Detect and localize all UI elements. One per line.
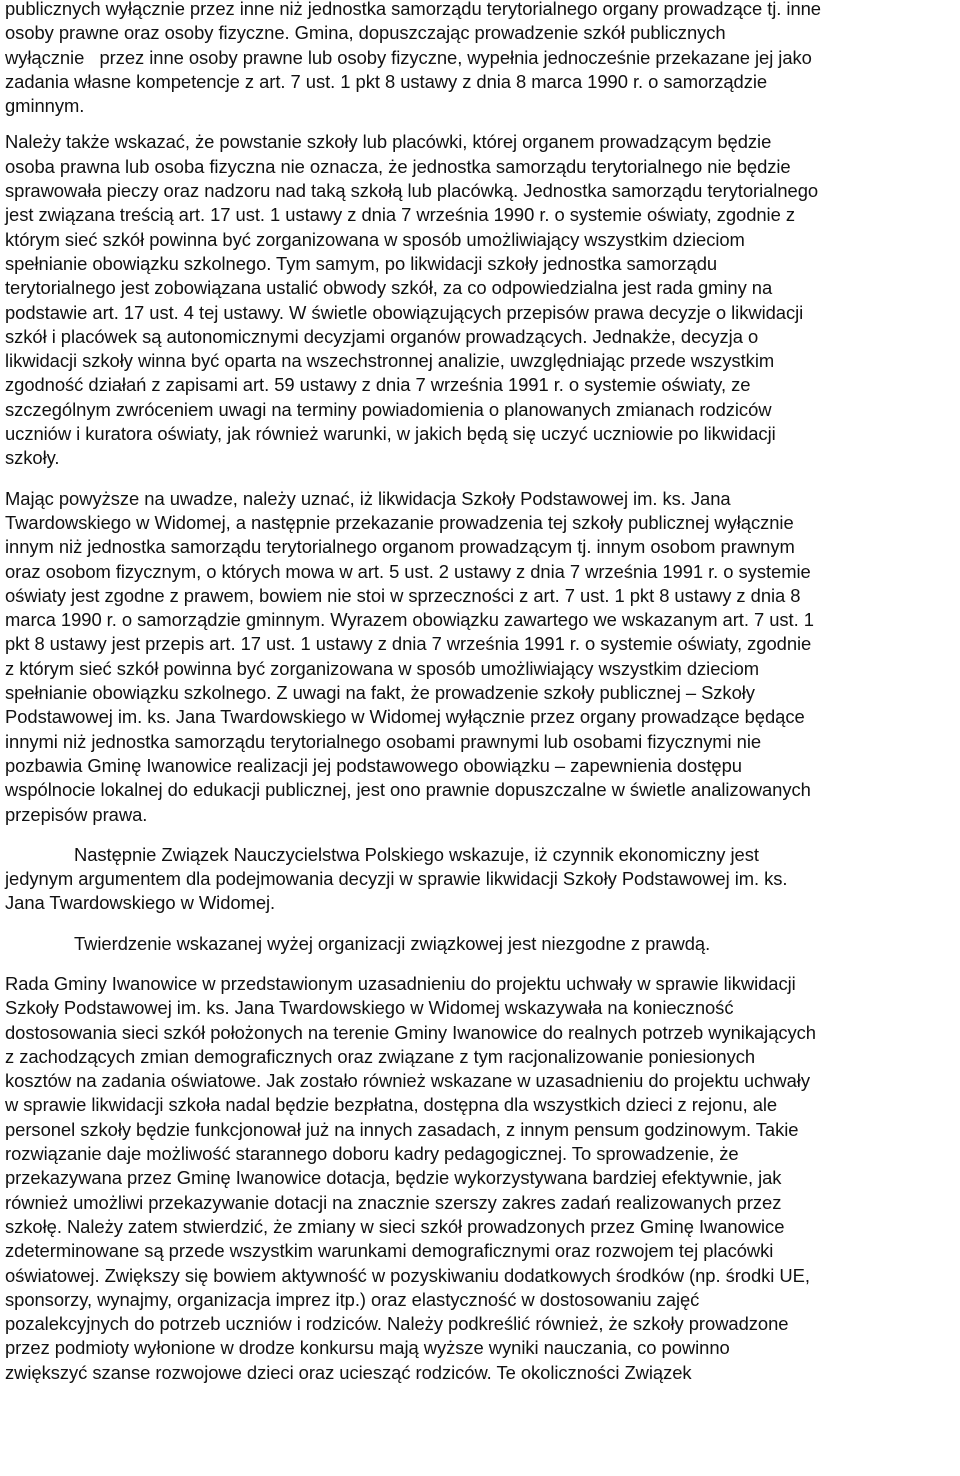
paragraph-1 bbox=[5, 0, 957, 118]
text-line: przepisów prawa. bbox=[5, 803, 148, 825]
text-line: pozalekcyjnych do potrzeb uczniów i rodziców. Należy podkreślić również, że szkoły prowadzone bbox=[5, 1313, 789, 1335]
text-line: Twierdzenie wskazanej wyżej organizacji związkowej jest niezgodne z prawdą. bbox=[74, 932, 711, 954]
text-line: zdeterminowane są przede wszystkim warunkami demograficznymi oraz rozwojem tej placówki bbox=[5, 1240, 774, 1262]
text-line: szkół i placówek są autonomicznymi decyzjami organów prowadzących. Jednakże, decyzja o bbox=[5, 325, 759, 347]
text-line: innym niż jednostka samorządu terytorialnego organom prowadzącym tj. innym osobom prawnym bbox=[5, 536, 795, 558]
paragraph-2 bbox=[5, 130, 957, 470]
text-line: przekazywana przez Gminę Iwanowice dotacja, będzie wykorzystywana bardziej efektywnie, jak bbox=[5, 1167, 782, 1189]
text-line: marca 1990 r. o samorządzie gminnym. Wyrazem obowiązku zawartego we wskazanym art. 7 ust. 1 bbox=[5, 609, 814, 631]
text-line: zwiększyć szanse rozwojowe dzieci oraz uciesząć rodziców. Te okoliczności Związek bbox=[5, 1361, 692, 1383]
text-line: personel szkoły będzie funkcjonował już na innych zasadach, z innym pensum godzinowym. Takie bbox=[5, 1118, 799, 1140]
text-line: Rada Gminy Iwanowice w przedstawionym uzasadnieniu do projektu uchwały w sprawie likwidacji bbox=[5, 972, 796, 994]
text-line: kosztów na zadania oświatowe. Jak zostało również wskazane w uzasadnieniu do projektu uchwały bbox=[5, 1070, 810, 1092]
text-line: którym sieć szkół powinna być zorganizowana w sposób umożliwiający wszystkim dzieciom bbox=[5, 228, 745, 250]
text-line: terytorialnego jest zobowiązana ustalić obwody szkół, za co odpowiedzialna jest rada gminy na bbox=[5, 277, 773, 299]
text-line: zadania własne kompetencje z art. 7 ust. 1 pkt 8 ustawy z dnia 8 marca 1990 r. o samorządzie bbox=[5, 70, 768, 92]
text-line: szkołę. Należy zatem stwierdzić, że zmiany w sieci szkół prowadzonych przez Gminę Iwanowice bbox=[5, 1215, 785, 1237]
text-line: publicznych wyłącznie przez inne niż jednostka samorządu terytorialnego organy prowadzące tj. inne bbox=[5, 0, 821, 19]
text-line: podstawie art. 17 ust. 4 tej ustawy. W świetle obowiązujących przepisów prawa decyzje o likwidacji bbox=[5, 301, 804, 323]
text-line: przez podmioty wyłonione w drodze konkursu mają wyższe wyniki nauczania, co powinno bbox=[5, 1337, 730, 1359]
text-line: rozwiązanie daje możliwość starannego doboru kadry pedagogicznej. To sprowadzenie, że bbox=[5, 1143, 739, 1165]
text-line: sprawowała pieczy oraz nadzoru nad taką szkołą lub placówką. Jednostka samorządu terytorialnego bbox=[5, 180, 819, 202]
text-line: dostosowania sieci szkół położonych na terenie Gminy Iwanowice do realnych potrzeb wynikających bbox=[5, 1021, 816, 1043]
text-line: oświaty jest zgodne z prawem, bowiem nie stoi w sprzeczności z art. 7 ust. 1 pkt 8 ustawy z dnia 8 bbox=[5, 584, 801, 606]
text-line: z którym sieć szkół powinna być zorganizowana w sposób umożliwiający wszystkim dzieciom bbox=[5, 657, 760, 679]
text-line: spełnianie obowiązku szkolnego. Tym samym, po likwidacji szkoły jednostka samorządu bbox=[5, 252, 718, 274]
text-line: również umożliwi przekazywanie dotacji na znacznie szerszy zakres zadań realizowanych przez bbox=[5, 1191, 782, 1213]
text-line: pkt 8 ustawy jest przepis art. 17 ust. 1 ustawy z dnia 7 września 1991 r. o systemie oświaty, zgodnie bbox=[5, 633, 812, 655]
text-line: Mając powyższe na uwadze, należy uznać, iż likwidacja Szkoły Podstawowej im. ks. Jana bbox=[5, 487, 731, 509]
paragraph-5 bbox=[5, 932, 957, 956]
text-line: sponsorzy, wynajmy, organizacja imprez itp.) oraz elastyczność w dostosowaniu zajęć bbox=[5, 1288, 700, 1310]
text-line: wspólnocie lokalnej do edukacji publicznej, jest ono prawnie dopuszczalne w świetle analizowanych bbox=[5, 779, 811, 801]
text-line: osoba prawna lub osoba fizyczna nie oznacza, że jednostka samorządu terytorialnego nie będzie bbox=[5, 155, 791, 177]
text-line: gminnym. bbox=[5, 95, 85, 117]
text-line: Następnie Związek Nauczycielstwa Polskiego wskazuje, iż czynnik ekonomiczny jest bbox=[74, 843, 759, 865]
text-line: pozbawia Gminę Iwanowice realizacji jej podstawowego obowiązku – zapewnienia dostępu bbox=[5, 754, 742, 776]
text-line: szkoły. bbox=[5, 447, 60, 469]
text-line: innymi niż jednostka samorządu terytorialnego osobami prawnymi lub osobami fizycznymi nie bbox=[5, 730, 762, 752]
text-line: Jana Twardowskiego w Widomej. bbox=[5, 892, 276, 914]
text-line: Szkoły Podstawowej im. ks. Jana Twardowskiego w Widomej wskazywała na konieczność bbox=[5, 997, 734, 1019]
text-line: wyłącznie przez inne osoby prawne lub osoby fizyczne, wypełnia jednocześnie przekazane jej jako bbox=[5, 46, 812, 68]
text-line: w sprawie likwidacji szkoła nadal będzie bezpłatna, dostępna dla wszystkich dzieci z rejonu, ale bbox=[5, 1094, 778, 1116]
document-page bbox=[5, 0, 957, 1385]
text-line: Twardowskiego w Widomej, a następnie przekazanie prowadzenia tej szkoły publicznej wyłącznie bbox=[5, 511, 794, 533]
text-line: oświatowej. Zwiększy się bowiem aktywność w pozyskiwaniu dodatkowych środków (np. środki UE, bbox=[5, 1264, 810, 1286]
text-line: jedynym argumentem dla podejmowania decyzji w sprawie likwidacji Szkoły Podstawowej im. ks. bbox=[5, 868, 788, 890]
text-line: oraz osobom fizycznym, o których mowa w art. 5 ust. 2 ustawy z dnia 7 września 1991 r. o systemie bbox=[5, 560, 811, 582]
text-line: zgodność działań z zapisami art. 59 ustawy z dnia 7 września 1991 r. o systemie oświaty, ze bbox=[5, 374, 751, 396]
text-line: jest związana treścią art. 17 ust. 1 ustawy z dnia 7 września 1990 r. o systemie oświaty, zgodnie z bbox=[5, 204, 795, 226]
paragraph-6 bbox=[5, 972, 957, 1385]
text-line: szczególnym zwróceniem uwagi na terminy powiadomienia o planowanych zmianach rodziców bbox=[5, 398, 772, 420]
text-line: uczniów i kuratora oświaty, jak również warunki, w jakich będą się uczyć uczniowie po likwidacji bbox=[5, 423, 776, 445]
paragraph-3 bbox=[5, 487, 957, 827]
paragraph-4 bbox=[5, 843, 957, 916]
text-line: Należy także wskazać, że powstanie szkoły lub placówki, której organem prowadzącym będzie bbox=[5, 131, 772, 153]
text-line: spełnianie obowiązku szkolnego. Z uwagi na fakt, że prowadzenie szkoły publicznej – Szkoły bbox=[5, 682, 755, 704]
text-line: osoby prawne oraz osoby fizyczne. Gmina, dopuszczając prowadzenie szkół publicznych bbox=[5, 22, 726, 44]
text-line: likwidacji szkoły winna być oparta na wszechstronnej analizie, uwzględniając przede wszystkim bbox=[5, 350, 775, 372]
text-line: z zachodzących zmian demograficznych oraz związane z tym racjonalizowanie poniesionych bbox=[5, 1045, 756, 1067]
text-line: Podstawowej im. ks. Jana Twardowskiego w Widomej wyłącznie przez organy prowadzące będące bbox=[5, 706, 805, 728]
